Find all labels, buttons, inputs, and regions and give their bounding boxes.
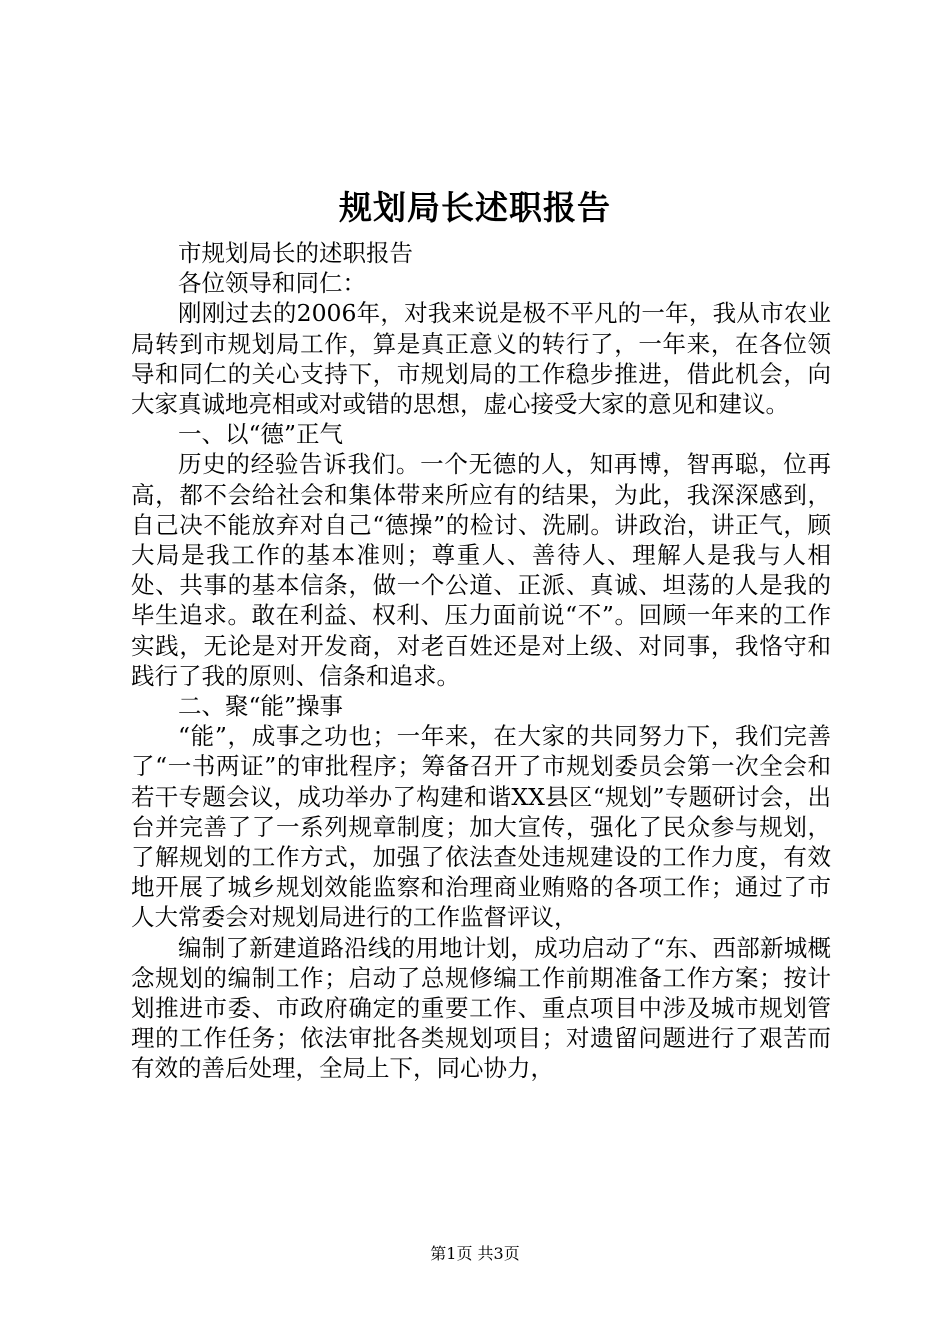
page-footer: 第1页 共3页 bbox=[430, 1244, 520, 1263]
paragraph-section-1: 历史的经验告诉我们。一个无德的人，知再博，智再聪，位再高，都不会给社会和集体带来所应有的结果，为此，我深深感到，自己决不能放弃对自己“德操”的检讨、洗刷。讲政治，讲正气，顾大局是我工作的基本准则；尊重人、善待人、理解人是我与人相处、共事的基本信条，做一个公道、正派、真诚、坦荡的人是我的毕生追求。敢在利益、权利、压力面前说“不”。回顾一年来的工作实践，无论是对开发商，对老百姓还是对上级、对同事，我恪守和践行了我的原则、信条和追求。 bbox=[131, 450, 831, 690]
paragraph-intro: 刚刚过去的2006年，对我来说是极不平凡的一年，我从市农业局转到市规划局工作，算是真正意义的转行了，一年来，在各位领导和同仁的关心支持下，市规划局的工作稳步推进，借此机会，向大家真诚地亮相或对或错的思想，虚心接受大家的意见和建议。 bbox=[131, 299, 831, 419]
document-title: 规划局长述职报告 bbox=[339, 188, 611, 227]
paragraph-section-2b: 编制了新建道路沿线的用地计划，成功启动了“东、西部新城概念规划的编制工作；启动了总规修编工作前期准备工作方案；按计划推进市委、市政府确定的重要工作、重点项目中涉及城市规划管理的工作任务；依法审批各类规划项目；对遗留问题进行了艰苦而有效的善后处理，全局上下，同心协力， bbox=[131, 933, 831, 1083]
paragraph-salutation: 各位领导和同仁： bbox=[178, 269, 366, 298]
section-heading-2: 二、聚“能”操事 bbox=[178, 692, 344, 721]
document-body bbox=[131, 238, 831, 1084]
paragraph-section-2a: “能”，成事之功也；一年来，在大家的共同努力下，我们完善了“一书两证”的审批程序；筹备召开了市规划委员会第一次全会和若干专题会议，成功举办了构建和谐XX县区“规划”专题研讨会，出台并完善了了一系列规章制度；加大宣传，强化了民众参与规划，了解规划的工作方式，加强了依法查处违规建设的工作力度，有效地开展了城乡规划效能监察和治理商业贿赂的各项工作；通过了市人大常委会对规划局进行的工作监督评议， bbox=[131, 722, 831, 932]
section-heading-1: 一、以“德”正气 bbox=[178, 420, 344, 449]
paragraph-subtitle: 市规划局长的述职报告 bbox=[178, 239, 413, 267]
